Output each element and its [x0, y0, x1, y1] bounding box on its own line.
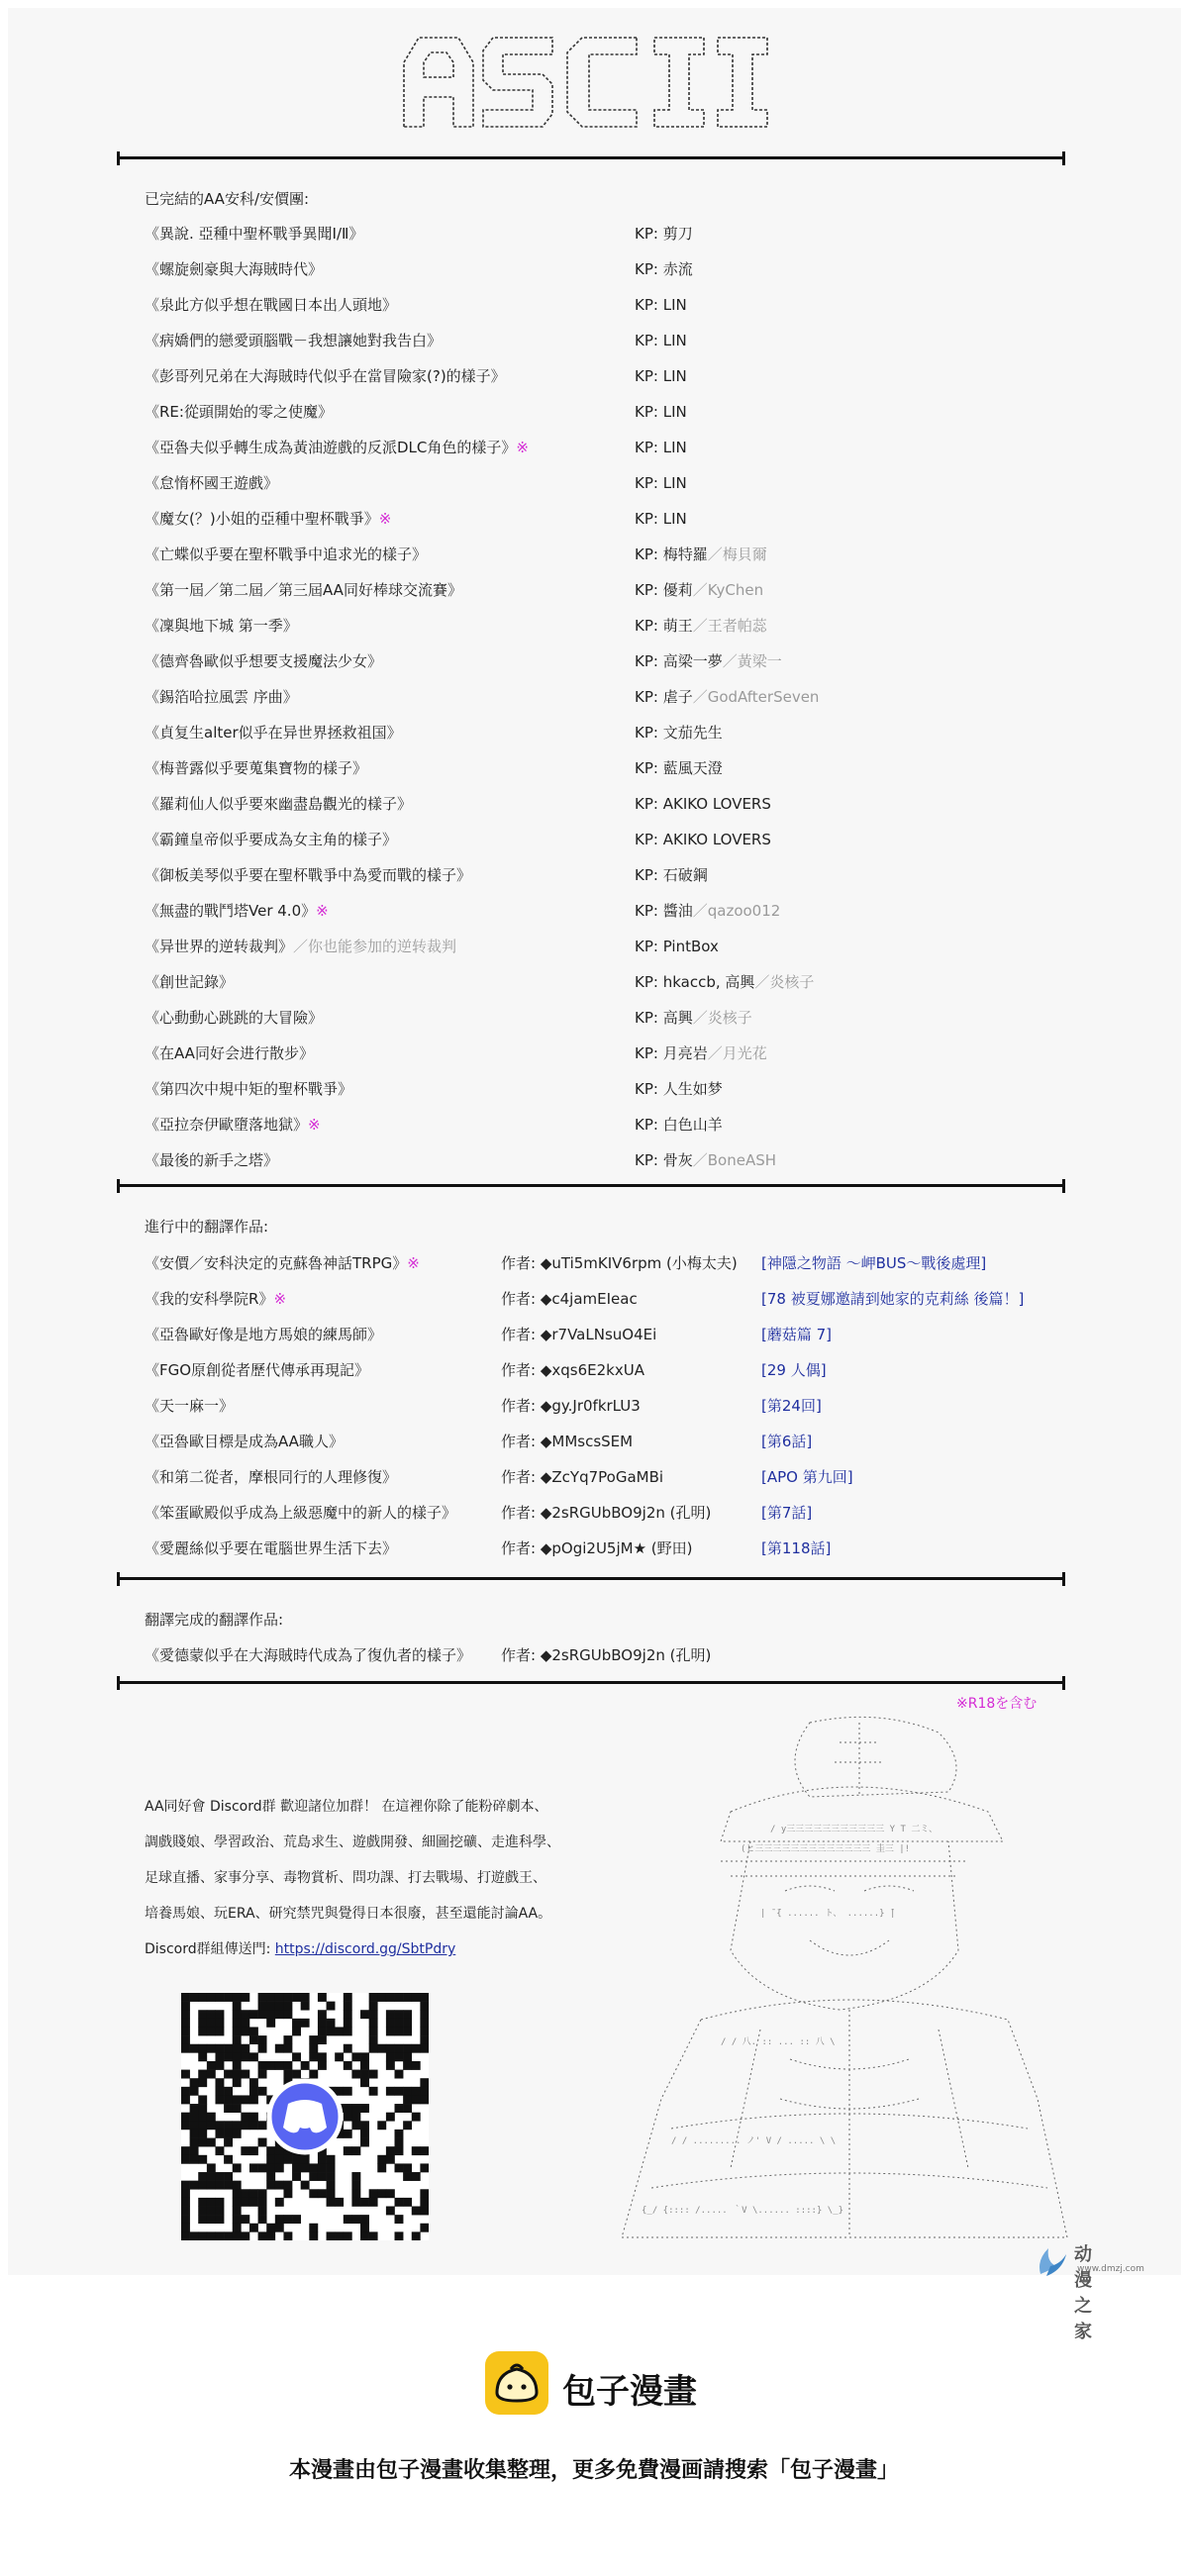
- r18-mark: ※: [407, 1254, 420, 1272]
- svg-text:/ y三三三三三三三三三三三 Y T 二ミ、: / y三三三三三三三三三三三 Y T 二ミ、: [770, 1825, 938, 1834]
- kp-name: LIN: [662, 510, 687, 528]
- item-title: [145, 222, 363, 246]
- kp-prefix: KP:: [635, 260, 658, 278]
- item-kp: [635, 329, 687, 352]
- kp-alias: ／qazoo012: [692, 902, 781, 920]
- author-name: ◆gy.Jr0fkrLU3: [540, 1397, 641, 1415]
- kp-alias: ／梅貝爾: [707, 545, 767, 563]
- kp-name: 醬油: [662, 902, 693, 920]
- kp-name: hkaccb, 高興: [662, 973, 755, 991]
- item-title: [145, 578, 462, 602]
- kp-name: 藍風天澄: [662, 759, 723, 777]
- item-kp: [635, 970, 814, 994]
- kp-name: LIN: [662, 296, 687, 314]
- item-author: [501, 1323, 656, 1346]
- item-title-text: 《亞魯夫似乎轉生成為黃油遊戲的反派DLC角色的樣子》: [145, 439, 517, 456]
- item-title-text: 《安價／安科決定的克蘇魯神話TRPG》: [145, 1254, 408, 1272]
- item-title-text: 《創世記錄》: [145, 973, 235, 991]
- dmzj-watermark-text: 动漫之家: [1074, 2244, 1092, 2342]
- baozi-logo-icon: [485, 2351, 548, 2415]
- item-title: [145, 614, 298, 638]
- item-kp: [635, 1148, 776, 1172]
- item-progress-link[interactable]: [第7話]: [761, 1504, 813, 1522]
- item-kp: [635, 364, 687, 388]
- item-title: [145, 1113, 321, 1137]
- kp-name: 赤流: [662, 260, 693, 278]
- kp-prefix: KP:: [635, 225, 658, 243]
- item-author: [501, 1465, 663, 1489]
- kp-prefix: KP:: [635, 367, 658, 385]
- item-title: [145, 1536, 397, 1560]
- item-title-text: 《在AA同好会进行散步》: [145, 1044, 314, 1062]
- kp-name: 月亮岩: [662, 1044, 708, 1062]
- kp-name: 虐子: [662, 688, 693, 706]
- finished-item[interactable]: [145, 1643, 1065, 1667]
- author-name: ◆MMscsSEM: [540, 1433, 634, 1450]
- kp-alias: ／月光花: [707, 1044, 767, 1062]
- item-title: [145, 1394, 234, 1418]
- kp-name: LIN: [662, 403, 687, 421]
- kp-name: AKIKO LOVERS: [662, 831, 771, 848]
- item-title-text: 《笨蛋歐殿似乎成為上級惡魔中的新人的樣子》: [145, 1504, 457, 1522]
- item-title-text: 《我的安科學院R》: [145, 1290, 274, 1308]
- author-prefix: 作者:: [501, 1397, 537, 1415]
- completed-item[interactable]: [145, 222, 1065, 246]
- baozi-brand[interactable]: [485, 2351, 713, 2421]
- completed-section-title: 已完結的AA安科/安價團:: [145, 190, 310, 208]
- author-prefix: 作者:: [501, 1361, 537, 1379]
- kp-prefix: KP:: [635, 510, 658, 528]
- completed-item[interactable]: [145, 1041, 1065, 1065]
- author-prefix: 作者:: [501, 1254, 537, 1272]
- author-name: ◆2sRGUbBO9j2n (孔明): [540, 1646, 712, 1664]
- kp-prefix: KP:: [635, 545, 658, 563]
- item-title: [145, 257, 323, 281]
- discord-link-row: [145, 1938, 455, 1960]
- author-name: ◆xqs6E2kxUA: [540, 1361, 644, 1379]
- kp-prefix: KP:: [635, 652, 658, 670]
- item-title: [145, 507, 391, 531]
- item-progress-link[interactable]: [第24回]: [761, 1397, 822, 1415]
- item-progress-link[interactable]: [第6話]: [761, 1433, 813, 1450]
- item-title: [145, 1077, 352, 1101]
- item-title-text: 《怠惰杯國王遊戲》: [145, 474, 279, 492]
- dmzj-logo-icon: [1033, 2240, 1072, 2280]
- discord-line: 足球直播、家事分享、毒物賞析、問功課、打去戰場、打遊戲王、: [145, 1870, 546, 1886]
- item-title-text: 《愛麗絲似乎要在電腦世界生活下去》: [145, 1539, 398, 1557]
- item-kp: [635, 578, 763, 602]
- kp-alias: ／KyChen: [692, 581, 764, 599]
- item-kp: [635, 899, 780, 923]
- r18-mark: ※: [516, 439, 529, 456]
- item-title-text: 《凜與地下城 第一季》: [145, 617, 298, 635]
- kp-alias: ／BoneASH: [692, 1151, 776, 1169]
- kp-name: 高梁一夢: [662, 652, 723, 670]
- item-title-text: 《羅莉仙人似乎要來幽盡島觀光的樣子》: [145, 795, 413, 813]
- ongoing-item[interactable]: [145, 1323, 1065, 1346]
- item-progress-link[interactable]: [APO 第九回]: [761, 1468, 853, 1486]
- item-kp: [635, 507, 687, 531]
- item-author: [501, 1643, 711, 1667]
- ongoing-item[interactable]: [145, 1251, 1065, 1275]
- item-title: [145, 828, 397, 851]
- discord-line: 調戲賤娘、學習政治、荒島求生、遊戲開發、細圖挖礦、走進科學、: [145, 1834, 560, 1850]
- item-kp: [635, 1077, 723, 1101]
- item-progress-link[interactable]: [第118話]: [761, 1539, 832, 1557]
- r18-mark: ※: [316, 902, 329, 920]
- item-title-text: 《梅普露似乎要蒐集寶物的樣子》: [145, 759, 368, 777]
- item-author: [501, 1536, 693, 1560]
- item-title-text: 《亞魯歐目標是成為AA職人》: [145, 1433, 344, 1450]
- item-subtitle: ／你也能参加的逆转裁判: [293, 938, 457, 955]
- item-kp: [635, 1041, 767, 1065]
- item-title-text: 《和第二從者，摩根同行的人理修復》: [145, 1468, 398, 1486]
- author-prefix: 作者:: [501, 1539, 537, 1557]
- completed-item[interactable]: [145, 507, 1065, 531]
- kp-prefix: KP:: [635, 1080, 658, 1098]
- completed-item[interactable]: [145, 828, 1065, 851]
- item-title-text: 《霸鐘皇帝似乎要成為女主角的樣子》: [145, 831, 398, 848]
- item-title: [145, 543, 427, 566]
- kp-name: LIN: [662, 332, 687, 349]
- item-author: [501, 1394, 641, 1418]
- kp-prefix: KP:: [635, 759, 658, 777]
- item-kp: [635, 257, 693, 281]
- kp-prefix: KP:: [635, 902, 658, 920]
- item-kp: [635, 222, 693, 246]
- kp-name: AKIKO LOVERS: [662, 795, 771, 813]
- item-title: [145, 1430, 344, 1453]
- ongoing-item[interactable]: [145, 1465, 1065, 1489]
- kp-prefix: KP:: [635, 688, 658, 706]
- author-name: ◆2sRGUbBO9j2n (孔明): [540, 1504, 712, 1522]
- ongoing-item[interactable]: [145, 1501, 1065, 1525]
- kp-prefix: KP:: [635, 296, 658, 314]
- completed-item[interactable]: [145, 756, 1065, 780]
- item-kp: [635, 828, 771, 851]
- author-name: ◆pOgi2U5jM★ (野田): [540, 1539, 693, 1557]
- item-kp: [635, 1006, 752, 1030]
- item-title: [145, 792, 412, 816]
- kp-prefix: KP:: [635, 973, 658, 991]
- item-title-text: 《亞魯歐好像是地方馬娘的練馬師》: [145, 1326, 383, 1343]
- item-title: [145, 329, 442, 352]
- dmzj-watermark-url: www.dmzj.com: [1077, 2264, 1144, 2274]
- item-progress-link[interactable]: [蘑菇篇 7]: [761, 1326, 833, 1343]
- item-author: [501, 1251, 738, 1275]
- kp-prefix: KP:: [635, 724, 658, 742]
- svg-text:/ / 八. :: ... :: 八 \: / / 八. :: ... :: 八 \: [721, 2037, 836, 2047]
- item-title: [145, 436, 529, 459]
- discord-logo-glyph: [283, 2100, 327, 2132]
- kp-prefix: KP:: [635, 617, 658, 635]
- kp-name: 文茄先生: [662, 724, 723, 742]
- completed-item[interactable]: [145, 863, 1065, 887]
- item-title-text: 《無盡的戰鬥塔Ver 4.0》: [145, 902, 317, 920]
- completed-item[interactable]: [145, 1148, 1065, 1172]
- kp-name: LIN: [662, 474, 687, 492]
- ongoing-item[interactable]: [145, 1430, 1065, 1453]
- kp-prefix: KP:: [635, 866, 658, 884]
- item-title: [145, 1251, 420, 1275]
- kp-prefix: KP:: [635, 1151, 658, 1169]
- kp-prefix: KP:: [635, 1044, 658, 1062]
- item-title-text: 《德齊魯歐似乎想要支援魔法少女》: [145, 652, 383, 670]
- item-kp: [635, 721, 723, 744]
- kp-name: 人生如梦: [662, 1080, 723, 1098]
- kp-name: 梅特羅: [662, 545, 708, 563]
- item-kp: [635, 293, 687, 317]
- author-prefix: 作者:: [501, 1433, 537, 1450]
- item-title-text: 《螺旋劍豪與大海賊時代》: [145, 260, 324, 278]
- ascii-logo: [399, 33, 780, 132]
- completed-item[interactable]: [145, 1006, 1065, 1030]
- item-kp: [635, 471, 687, 495]
- divider: [117, 1577, 1065, 1580]
- kp-alias: ／王者帕蕊: [692, 617, 767, 635]
- kp-alias: ／炎核子: [754, 973, 815, 991]
- discord-line: 培養馬娘、玩ERA、研究禁咒與覺得日本很廢，甚至還能討論AA。: [145, 1906, 552, 1922]
- item-title: [145, 899, 329, 923]
- item-progress-link[interactable]: [29 人偶]: [761, 1361, 827, 1379]
- kp-alias: ／炎核子: [692, 1009, 752, 1027]
- ongoing-item[interactable]: [145, 1536, 1065, 1560]
- item-author: [501, 1287, 638, 1311]
- item-title: [145, 1465, 397, 1489]
- item-kp: [635, 649, 782, 673]
- author-name: ◆uTi5mKIV6rpm (小梅太夫): [540, 1254, 738, 1272]
- completed-item[interactable]: [145, 721, 1065, 744]
- r18-note: ※R18を含む: [956, 1696, 1038, 1712]
- author-prefix: 作者:: [501, 1646, 537, 1664]
- kp-name: 優莉: [662, 581, 693, 599]
- svg-text:| ̄ ̄{ ...... ト、 ......} ̄|: | ̄ ̄{ ...... ト、 ......} ̄|: [760, 1909, 896, 1919]
- completed-item[interactable]: [145, 329, 1065, 352]
- completed-item[interactable]: [145, 970, 1065, 994]
- item-kp: [635, 436, 687, 459]
- completed-item[interactable]: [145, 685, 1065, 709]
- kp-prefix: KP:: [635, 439, 658, 456]
- author-name: ◆ZcYq7PoGaMBi: [540, 1468, 664, 1486]
- item-title-text: 《亞拉奈伊歐墮落地獄》: [145, 1116, 309, 1134]
- completed-item[interactable]: [145, 436, 1065, 459]
- footer-notice: 本漫畫由包子漫畫收集整理，更多免費漫画請搜索「包子漫畫」: [288, 2458, 899, 2483]
- kp-prefix: KP:: [635, 581, 658, 599]
- item-title: [145, 721, 402, 744]
- finished-section-title: 翻譯完成的翻譯作品:: [145, 1611, 284, 1629]
- item-kp: [635, 792, 771, 816]
- completed-item[interactable]: [145, 792, 1065, 816]
- item-kp: [635, 863, 708, 887]
- item-title-text: 《異說. 亞種中聖杯戰爭異聞Ⅰ/Ⅱ》: [145, 225, 364, 243]
- item-title: [145, 1287, 286, 1311]
- ongoing-section-title: 進行中的翻譯作品:: [145, 1218, 269, 1236]
- item-title-text: 《RE:從頭開始的零之使魔》: [145, 403, 333, 421]
- r18-mark: ※: [308, 1116, 321, 1134]
- kp-prefix: KP:: [635, 403, 658, 421]
- item-kp: [635, 400, 687, 424]
- ongoing-item[interactable]: [145, 1358, 1065, 1382]
- item-title: [145, 471, 278, 495]
- divider: [117, 1184, 1065, 1187]
- item-title: [145, 1323, 382, 1346]
- author-name: ◆r7VaLNsuO4Ei: [540, 1326, 657, 1343]
- completed-item[interactable]: [145, 614, 1065, 638]
- dmzj-watermark: [1033, 2240, 1144, 2342]
- item-author: [501, 1501, 711, 1525]
- r18-mark: ※: [378, 510, 392, 528]
- item-title-text: 《天一麻一》: [145, 1397, 235, 1415]
- kp-alias: ／黃梁一: [722, 652, 782, 670]
- item-title-text: 《最後的新手之塔》: [145, 1151, 279, 1169]
- item-title: [145, 863, 471, 887]
- item-kp: [635, 1113, 723, 1137]
- discord-invite-link[interactable]: https://discord.gg/SbtPdry: [274, 1941, 456, 1957]
- kp-prefix: KP:: [635, 474, 658, 492]
- item-title-text: 《亡蝶似乎要在聖杯戰爭中追求光的樣子》: [145, 545, 428, 563]
- kp-name: LIN: [662, 367, 687, 385]
- kp-prefix: KP:: [635, 332, 658, 349]
- item-progress-link[interactable]: [78 被夏娜邀請到她家的克莉絲 後篇！]: [761, 1290, 1025, 1308]
- baozi-brand-name: 包子漫畫: [562, 2372, 697, 2412]
- kp-name: 萌王: [662, 617, 693, 635]
- kp-prefix: KP:: [635, 1116, 658, 1134]
- kp-name: LIN: [662, 439, 687, 456]
- ongoing-item[interactable]: [145, 1287, 1065, 1311]
- svg-text:ASCII: ASCII: [399, 33, 402, 34]
- item-title-text: 《第一屆／第二屆／第三屆AA同好棒球交流賽》: [145, 581, 462, 599]
- completed-item[interactable]: [145, 1077, 1065, 1101]
- item-title-text: 《心動動心跳跳的大冒險》: [145, 1009, 324, 1027]
- kp-name: 高興: [662, 1009, 693, 1027]
- kp-prefix: KP:: [635, 1009, 658, 1027]
- item-title: [145, 1501, 456, 1525]
- divider: [117, 1681, 1065, 1684]
- item-title: [145, 649, 382, 673]
- author-name: ◆c4jamEIeac: [540, 1290, 638, 1308]
- item-title: [145, 364, 506, 388]
- item-title: [145, 293, 397, 317]
- kp-name: 白色山羊: [662, 1116, 723, 1134]
- r18-mark: ※: [273, 1290, 287, 1308]
- kp-name: 剪刀: [662, 225, 693, 243]
- kp-name: 骨灰: [662, 1151, 693, 1169]
- kp-name: 石破鋼: [662, 866, 708, 884]
- author-prefix: 作者:: [501, 1468, 537, 1486]
- discord-link-label: Discord群組傳送門:: [145, 1941, 271, 1957]
- item-title-text: 《第四次中規中矩的聖杯戰爭》: [145, 1080, 353, 1098]
- author-prefix: 作者:: [501, 1326, 537, 1343]
- ongoing-item[interactable]: [145, 1394, 1065, 1418]
- completed-item[interactable]: [145, 293, 1065, 317]
- item-kp: [635, 935, 719, 958]
- ascii-art-character: [612, 1703, 1077, 2257]
- item-progress-link[interactable]: [神隱之物語 ～岬BUS～戰後處理]: [761, 1254, 987, 1272]
- item-title-text: 《泉此方似乎想在戰國日本出人頭地》: [145, 296, 398, 314]
- item-title: [145, 685, 298, 709]
- item-author: [501, 1430, 633, 1453]
- item-title: [145, 400, 333, 424]
- completed-item[interactable]: [145, 543, 1065, 566]
- item-title-text: 《FGO原創從者歷代傳承再現記》: [145, 1361, 370, 1379]
- kp-alias: ／GodAfterSeven: [692, 688, 820, 706]
- item-kp: [635, 756, 723, 780]
- item-kp: [635, 614, 767, 638]
- kp-prefix: KP:: [635, 831, 658, 848]
- discord-qr-code[interactable]: [181, 1993, 429, 2240]
- item-title: [145, 1041, 314, 1065]
- item-kp: [635, 543, 767, 566]
- completed-item[interactable]: [145, 400, 1065, 424]
- item-kp: [635, 685, 819, 709]
- item-title: [145, 756, 367, 780]
- completed-item[interactable]: [145, 578, 1065, 602]
- completed-item[interactable]: [145, 1113, 1065, 1137]
- item-title-text: 《病嬌們的戀愛頭腦戰－我想讓她對我告白》: [145, 332, 443, 349]
- completed-item[interactable]: [145, 649, 1065, 673]
- item-title-text: 《魔女(？)小姐的亞種中聖杯戰爭》: [145, 510, 379, 528]
- page-sheet: [8, 8, 1181, 2342]
- svg-text:{_/ {:::: /..... ｀V \...... :: {_/ {:::: /..... ｀V \...... ::::} \_}: [642, 2206, 844, 2216]
- item-title: [145, 1006, 323, 1030]
- completed-item[interactable]: [145, 257, 1065, 281]
- author-prefix: 作者:: [501, 1504, 537, 1522]
- item-title-text: 《御板美琴似乎要在聖杯戰爭中為愛而戰的樣子》: [145, 866, 472, 884]
- discord-line: AA同好會 Discord群 歡迎諸位加群！ 在這裡你除了能粉碎劇本、: [145, 1799, 548, 1815]
- divider: [117, 156, 1065, 159]
- completed-item[interactable]: [145, 364, 1065, 388]
- item-title-text: 《异世界的逆转裁判》: [145, 938, 294, 955]
- completed-item[interactable]: [145, 471, 1065, 495]
- item-title: [145, 1358, 369, 1382]
- item-title: [145, 1148, 278, 1172]
- kp-name: PintBox: [662, 938, 719, 955]
- item-title-text: 《錫箔哈拉風雲 序曲》: [145, 688, 298, 706]
- item-title-text: 《彭哥列兄弟在大海賊時代似乎在當冒險家(?)的樣子》: [145, 367, 506, 385]
- kp-prefix: KP:: [635, 795, 658, 813]
- svg-text:/ / ......... ノ' V / ..... \: / / ......... ノ' V / ..... \ \: [671, 2136, 837, 2146]
- completed-item[interactable]: [145, 899, 1065, 923]
- item-title: [145, 970, 234, 994]
- completed-item[interactable]: [145, 935, 1065, 958]
- item-title-text: 《貞复生alter似乎在异世界拯救祖国》: [145, 724, 402, 742]
- item-author: [501, 1358, 644, 1382]
- author-prefix: 作者:: [501, 1290, 537, 1308]
- svg-text:(ヒ三三三三三三三三三三三三三 圭三 |!: (ヒ三三三三三三三三三三三三三 圭三 |!: [741, 1844, 911, 1854]
- item-title: 《愛德蒙似乎在大海賊時代成為了復仇者的樣子》: [145, 1646, 472, 1664]
- item-title: [145, 935, 456, 958]
- kp-prefix: KP:: [635, 938, 658, 955]
